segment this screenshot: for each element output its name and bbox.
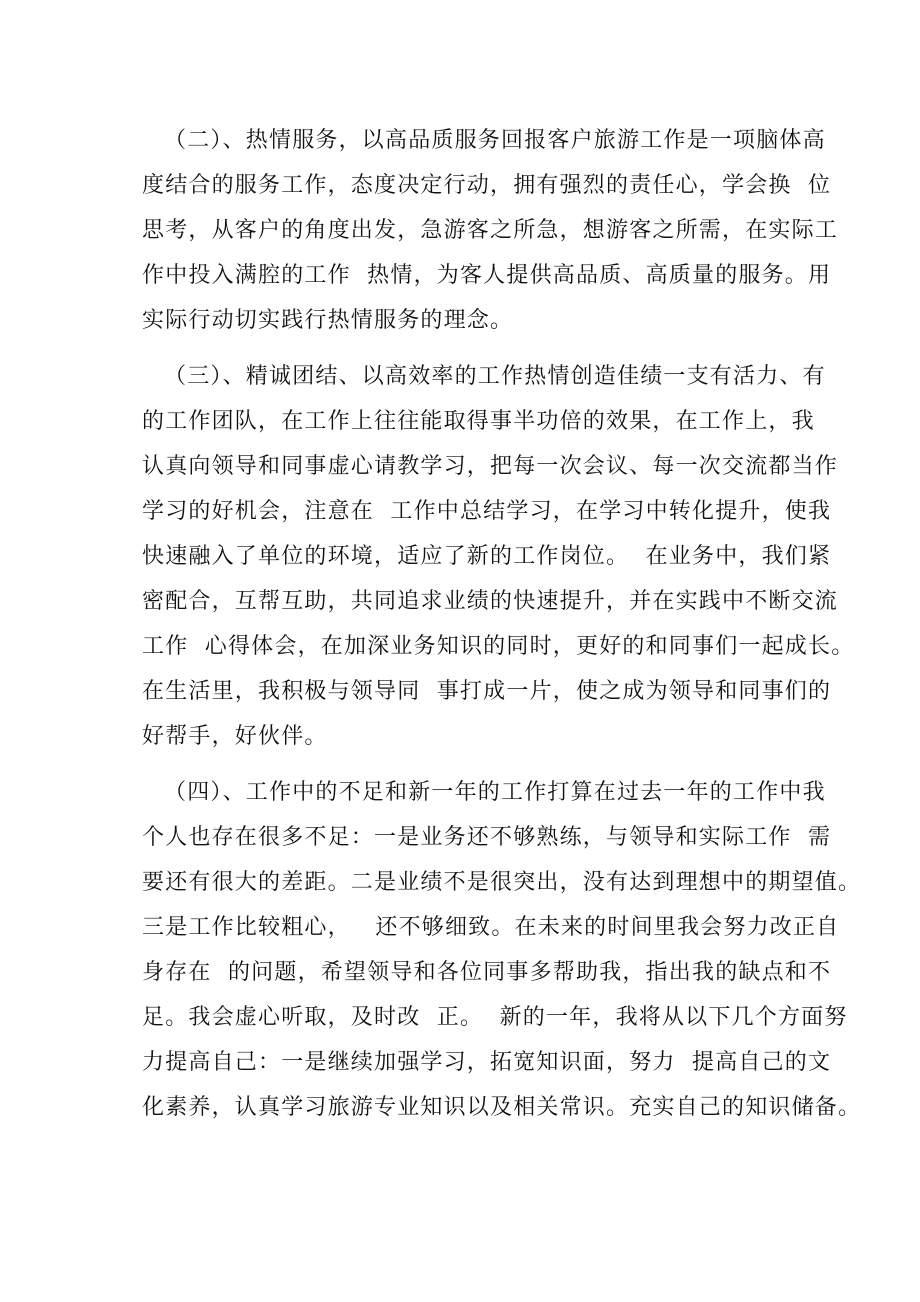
paragraph-line: 身存在 的问题，希望领导和各位同事多帮助我，指出我的缺点和不: [142, 960, 832, 985]
paragraph-line: （三）、精诚团结、以高效率的工作热情创造佳绩一支有活力、有: [164, 364, 826, 389]
paragraph-line: 个人也存在很多不足：一是业务还不够熟练，与领导和实际工作 需: [142, 825, 832, 850]
paragraph-line: 的工作团队，在工作上往往能取得事半功倍的效果，在工作上，我: [142, 409, 815, 434]
paragraph-line: 三是工作比较粗心， 还不够细致。在未来的时间里我会努力改正自: [142, 915, 840, 940]
paragraph-line: （二）、热情服务，以高品质服务回报客户旅游工作是一项脑体高: [164, 128, 826, 153]
paragraph-line: 足。我会虚心听取，及时改 正。 新的一年，我将从以下几个方面努: [142, 1005, 848, 1030]
paragraph-line: 思考，从客户的角度出发，急游客之所急，想游客之所需，在实际工: [142, 218, 839, 243]
document-body: [142, 118, 862, 1130]
paragraph-line: （四）、工作中的不足和新一年的工作打算在过去一年的工作中我: [164, 780, 826, 805]
paragraph-line: 认真向领导和同事虚心请教学习，把每一次会议、每一次交流都当作: [142, 454, 839, 479]
paragraph-line: 力提高自己：一是继续加强学习，拓宽知识面，努力 提高自己的文: [142, 1050, 832, 1075]
paragraph-line: 好帮手，好伙伴。: [142, 724, 328, 749]
paragraph-line: 作中投入满腔的工作 热情，为客人提供高品质、高质量的服务。用: [142, 263, 832, 288]
paragraph-line: 化素养，认真学习旅游专业知识以及相关常识。充实自己的知识储备。: [142, 1095, 862, 1120]
paragraph-line: 快速融入了单位的环境，适应了新的工作岗位。 在业务中，我们紧: [142, 544, 832, 569]
paragraph-line: 在生活里，我积极与领导同 事打成一片，使之成为领导和同事们的: [142, 679, 832, 704]
paragraph-line: 实际行动切实践行热情服务的理念。: [142, 308, 514, 333]
paragraph-line: 要还有很大的差距。二是业绩不是很突出，没有达到理想中的期望值。: [142, 870, 862, 895]
paragraph-service: [142, 118, 839, 343]
paragraph-line: 密配合，互帮互助，共同追求业绩的快速提升，并在实践中不断交流: [142, 589, 839, 614]
paragraph-spacer: [142, 343, 782, 354]
paragraph-shortcomings-plans: [142, 770, 862, 1130]
paragraph-line: 学习的好机会，注意在 工作中总结学习，在学习中转化提升，使我: [142, 499, 832, 524]
paragraph-line: 度结合的服务工作，态度决定行动，拥有强烈的责任心，学会换 位: [142, 173, 832, 198]
paragraph-spacer: [142, 759, 782, 770]
paragraph-line: 工作 心得体会，在加深业务知识的同时，更好的和同事们一起成长。: [142, 634, 855, 659]
paragraph-teamwork: [142, 354, 855, 759]
